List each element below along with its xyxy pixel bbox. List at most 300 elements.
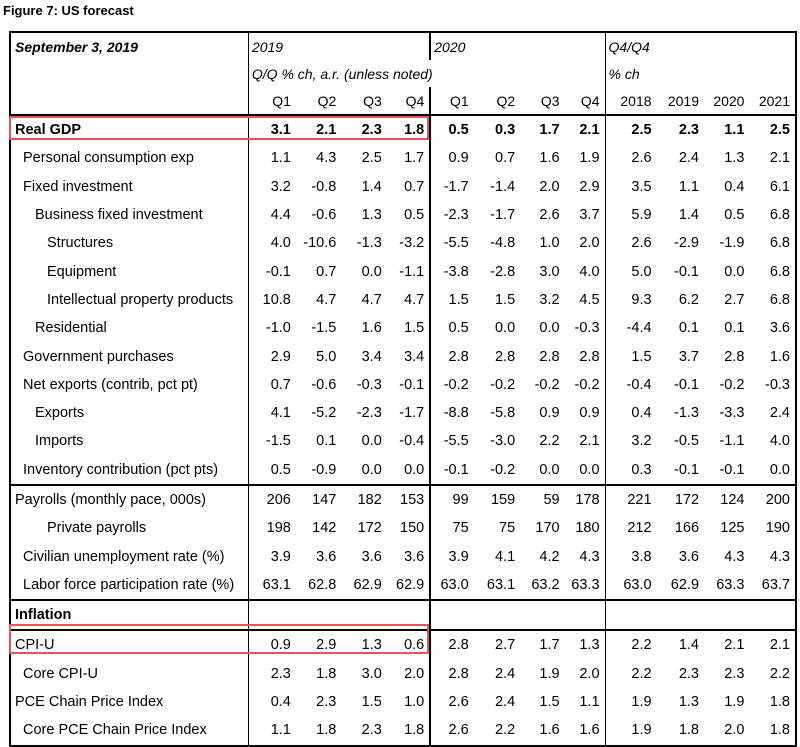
table-cell: -0.1 <box>719 461 745 478</box>
table-cell: 212 <box>605 514 657 542</box>
table-cell: 182 <box>341 485 386 514</box>
table-cell: 1.0 <box>539 235 560 252</box>
row-label: Government purchases <box>23 348 174 365</box>
column-header: Q4 <box>387 87 430 115</box>
table-cell: -0.5 <box>674 433 700 450</box>
table-cell: 2.1 <box>769 150 790 167</box>
table-cell: 2.1 <box>749 630 796 659</box>
table-cell: -1.3 <box>674 405 700 422</box>
real-gdp-highlight <box>9 116 429 140</box>
table-cell: 3.8 <box>605 542 657 570</box>
table-cell: 1.7 <box>520 630 564 659</box>
table-cell: 2.3 <box>316 694 337 711</box>
table-row <box>10 660 796 688</box>
table-cell: 1.4 <box>657 630 704 659</box>
table-row <box>10 542 796 570</box>
table-cell: 63.3 <box>716 576 745 593</box>
row-label: Payrolls (monthly pace, 000s) <box>10 485 248 514</box>
table-cell: 1.8 <box>316 665 337 682</box>
row-label: Net exports (contrib, pct pt) <box>23 376 198 393</box>
table-cell: 1.5 <box>494 291 516 308</box>
table-cell: 2.2 <box>539 433 560 450</box>
row-label: Private payrolls <box>47 520 147 537</box>
table-cell: 150 <box>400 520 425 537</box>
table-cell: -1.7 <box>490 207 516 224</box>
table-cell: 166 <box>674 520 700 537</box>
table-cell: 2.6 <box>539 207 560 224</box>
table-cell: 3.4 <box>404 348 425 365</box>
header-year-2019: 2019 <box>248 32 430 60</box>
table-cell: 3.6 <box>361 548 382 565</box>
table-cell: 2.0 <box>539 178 560 195</box>
table-cell: 63.7 <box>761 576 790 593</box>
column-header: Q1 <box>248 87 295 115</box>
row-label: Real GDP <box>15 122 82 139</box>
column-header: 2018 <box>605 87 657 115</box>
cpi-u-highlight <box>9 624 429 654</box>
column-header: Q4 <box>565 87 605 115</box>
table-cell: 1.1 <box>248 716 295 745</box>
table-cell: 63.1 <box>248 571 295 600</box>
table-cell: -0.3 <box>765 376 790 393</box>
table-cell: 147 <box>296 485 341 514</box>
header-row-columns <box>10 87 796 115</box>
row-label: Personal consumption exp <box>23 150 194 167</box>
row-label: CPI-U <box>10 630 248 659</box>
table-cell: 2.8 <box>494 348 516 365</box>
table-cell: 3.0 <box>539 263 560 280</box>
header-q4q4: Q4/Q4 <box>605 32 796 60</box>
table-cell: -1.9 <box>719 235 745 252</box>
table-cell: -1.1 <box>399 263 425 280</box>
table-row <box>10 571 796 600</box>
table-cell: 1.3 <box>361 207 382 224</box>
table-row <box>10 342 796 370</box>
table-cell: 4.7 <box>316 291 337 308</box>
table-row <box>10 229 796 257</box>
table-cell: 3.2 <box>248 173 295 201</box>
table-cell: 75 <box>499 520 516 537</box>
table-cell: 2.7 <box>724 291 745 308</box>
table-cell: -0.1 <box>674 461 700 478</box>
table-cell: 2.0 <box>724 722 745 739</box>
table-cell: 2.9 <box>296 630 341 659</box>
table-cell: 0.9 <box>430 144 473 172</box>
table-cell: -3.8 <box>430 257 473 285</box>
table-cell <box>565 600 605 630</box>
header-date: September 3, 2019 <box>15 38 138 55</box>
table-cell: -1.0 <box>248 314 295 342</box>
table-cell: 1.4 <box>678 207 700 224</box>
table-cell: 2.0 <box>579 235 600 252</box>
table-cell: 2.3 <box>724 665 745 682</box>
table-cell: 5.9 <box>605 201 657 229</box>
table-cell: 1.1 <box>248 144 295 172</box>
table-cell: 153 <box>387 485 430 514</box>
row-label: Exports <box>35 405 85 422</box>
table-cell: 0.4 <box>605 399 657 427</box>
table-cell: -0.3 <box>574 320 600 337</box>
table-cell: 1.5 <box>361 694 382 711</box>
table-cell: 1.8 <box>404 122 425 139</box>
table-cell: 0.1 <box>724 320 745 337</box>
table-cell: 170 <box>535 520 560 537</box>
table-cell: 4.0 <box>248 229 295 257</box>
table-cell: 0.9 <box>579 405 600 422</box>
table-cell: -0.9 <box>311 461 337 478</box>
table-cell: 4.3 <box>316 150 337 167</box>
table-cell: 0.3 <box>605 456 657 485</box>
table-cell: 3.9 <box>248 542 295 570</box>
table-cell: -8.8 <box>430 399 473 427</box>
table-cell: 2.5 <box>769 122 790 139</box>
table-cell: 0.0 <box>361 461 382 478</box>
table-cell: 1.3 <box>565 630 605 659</box>
table-cell: 3.6 <box>678 548 700 565</box>
table-cell: -3.2 <box>399 235 425 252</box>
table-cell: -5.2 <box>311 405 337 422</box>
table-cell: 1.5 <box>605 342 657 370</box>
table-row <box>10 286 796 314</box>
table-cell: 62.8 <box>308 576 337 593</box>
table-cell: 2.6 <box>605 229 657 257</box>
row-label: Structures <box>47 235 114 252</box>
table-cell: 2.4 <box>769 405 790 422</box>
table-row <box>10 371 796 399</box>
column-header: 2019 <box>657 87 704 115</box>
table-cell: 0.7 <box>494 150 516 167</box>
table-cell: 3.6 <box>316 548 337 565</box>
table-row <box>10 485 796 514</box>
table-cell: 1.1 <box>678 178 700 195</box>
header-row-units <box>10 60 796 87</box>
table-cell: -5.8 <box>490 405 516 422</box>
table-cell: -0.4 <box>605 371 657 399</box>
table-cell: -0.2 <box>534 376 560 393</box>
row-label: Fixed investment <box>23 178 133 195</box>
table-cell: -0.6 <box>311 376 337 393</box>
table-cell: 2.8 <box>430 342 473 370</box>
table-cell: 2.6 <box>430 716 473 745</box>
table-cell: 1.1 <box>724 122 745 139</box>
table-cell: 2.8 <box>579 348 600 365</box>
table-cell: -0.1 <box>674 376 700 393</box>
table-cell: 1.6 <box>539 722 560 739</box>
table-cell: -4.8 <box>490 235 516 252</box>
column-header: Q2 <box>296 87 341 115</box>
row-label: Residential <box>35 320 107 337</box>
table-cell: 2.7 <box>474 630 520 659</box>
table-row <box>10 427 796 455</box>
table-cell: -2.9 <box>674 235 700 252</box>
table-cell: 0.0 <box>539 320 560 337</box>
table-cell <box>520 600 564 630</box>
table-cell: 159 <box>474 485 520 514</box>
table-cell: -0.1 <box>399 376 425 393</box>
table-cell: -1.7 <box>430 173 473 201</box>
column-header: Q3 <box>341 87 386 115</box>
table-cell: 62.9 <box>670 576 700 593</box>
table-cell: 0.0 <box>361 263 382 280</box>
table-cell <box>430 600 473 630</box>
table-cell: -0.8 <box>311 178 337 195</box>
table-cell: 180 <box>575 520 600 537</box>
table-cell: 2.2 <box>494 722 516 739</box>
column-header: 2021 <box>749 87 796 115</box>
table-cell: 4.0 <box>579 263 600 280</box>
table-cell: 62.9 <box>353 576 382 593</box>
table-cell: -0.2 <box>430 371 473 399</box>
table-cell: 0.4 <box>248 688 295 716</box>
table-cell: -0.3 <box>356 376 382 393</box>
table-cell: 0.0 <box>579 461 600 478</box>
table-cell: 63.1 <box>486 576 516 593</box>
table-cell <box>704 600 749 630</box>
table-cell: -0.1 <box>674 263 700 280</box>
table-cell: -1.1 <box>719 433 745 450</box>
table-cell: 1.9 <box>539 665 560 682</box>
table-cell: 221 <box>605 485 657 514</box>
table-cell: 3.6 <box>769 320 790 337</box>
table-cell: 1.7 <box>539 122 560 139</box>
row-label: PCE Chain Price Index <box>15 694 164 711</box>
table-cell: 63.0 <box>430 571 473 600</box>
table-cell: 0.7 <box>404 178 425 195</box>
table-cell: 4.5 <box>579 291 600 308</box>
table-cell: 0.4 <box>724 178 745 195</box>
table-cell: 2.6 <box>430 688 473 716</box>
table-cell: 6.1 <box>769 178 790 195</box>
table-cell: 6.8 <box>769 291 790 308</box>
header-year-2020: 2020 <box>430 32 605 60</box>
table-cell: 1.3 <box>341 630 386 659</box>
table-cell: 2.1 <box>316 122 337 139</box>
table-cell: 1.7 <box>404 150 425 167</box>
header-unit-pct: % ch <box>605 60 796 87</box>
table-cell: -2.3 <box>356 405 382 422</box>
table-cell: 0.5 <box>430 314 473 342</box>
table-cell: 99 <box>430 485 473 514</box>
table-cell: 63.0 <box>605 571 657 600</box>
table-cell: 2.4 <box>494 665 516 682</box>
row-label: Intellectual property products <box>47 291 234 308</box>
table-cell: 2.3 <box>361 722 382 739</box>
table-cell: 0.5 <box>404 207 425 224</box>
table-cell: 1.6 <box>361 320 382 337</box>
table-cell: 1.9 <box>579 150 600 167</box>
table-cell: -10.6 <box>303 235 337 252</box>
table-cell: 1.8 <box>769 722 790 739</box>
row-label: Labor force participation rate (%) <box>23 576 235 593</box>
table-cell: 0.7 <box>248 371 295 399</box>
table-cell: 1.6 <box>539 150 560 167</box>
table-cell: 1.8 <box>678 722 700 739</box>
table-cell: 63.2 <box>531 576 560 593</box>
table-cell: 0.0 <box>361 433 382 450</box>
table-cell: 4.1 <box>248 399 295 427</box>
table-cell: 0.6 <box>387 630 430 659</box>
table-row <box>10 716 796 745</box>
table-cell: 2.5 <box>605 115 657 144</box>
table-row <box>10 173 796 201</box>
row-label: Civilian unemployment rate (%) <box>23 548 225 565</box>
table-cell: -3.0 <box>490 433 516 450</box>
table-row <box>10 201 796 229</box>
table-cell: 1.5 <box>539 694 560 711</box>
table-cell: 6.8 <box>769 263 790 280</box>
table-cell: 1.9 <box>605 688 657 716</box>
table-cell: 3.7 <box>678 348 700 365</box>
table-cell: -0.6 <box>311 207 337 224</box>
table-cell: 2.1 <box>579 433 600 450</box>
table-cell: 3.0 <box>361 665 382 682</box>
row-label: Equipment <box>47 263 117 280</box>
table-cell: 1.8 <box>316 722 337 739</box>
table-cell: 1.5 <box>430 286 473 314</box>
table-cell: 59 <box>520 485 564 514</box>
table-cell <box>605 600 657 630</box>
table-cell: 0.0 <box>769 461 790 478</box>
table-cell: 1.3 <box>724 150 745 167</box>
table-cell: -0.2 <box>490 461 516 478</box>
column-header: 2020 <box>704 87 749 115</box>
table-cell: 1.5 <box>404 320 425 337</box>
table-cell: 2.3 <box>361 122 382 139</box>
table-cell: 3.4 <box>361 348 382 365</box>
table-cell: 172 <box>357 520 382 537</box>
table-cell: -2.8 <box>490 263 516 280</box>
table-cell: 1.8 <box>769 694 790 711</box>
table-cell: -5.5 <box>430 229 473 257</box>
table-cell: 178 <box>565 485 605 514</box>
header-unit-qq: Q/Q % ch, a.r. (unless noted) <box>248 60 605 87</box>
table-cell: -1.7 <box>399 405 425 422</box>
table-cell: 0.1 <box>316 433 337 450</box>
table-cell: 2.8 <box>724 348 745 365</box>
table-cell <box>749 600 796 630</box>
header-row-years <box>10 32 796 60</box>
table-cell: 3.5 <box>605 173 657 201</box>
table-cell: 0.9 <box>539 405 560 422</box>
table-cell: 1.9 <box>724 694 745 711</box>
table-cell: 2.4 <box>678 150 700 167</box>
table-cell: 2.1 <box>704 630 749 659</box>
table-cell: 124 <box>704 485 749 514</box>
table-cell: 3.9 <box>430 542 473 570</box>
table-cell: 2.8 <box>539 348 560 365</box>
table-cell: 4.3 <box>769 548 790 565</box>
table-row <box>10 314 796 342</box>
table-cell: 2.2 <box>605 660 657 688</box>
table-cell: -0.2 <box>574 376 600 393</box>
table-cell: 4.7 <box>361 291 382 308</box>
table-cell: 63.3 <box>571 576 600 593</box>
table-cell: 198 <box>248 514 295 542</box>
table-cell: -0.1 <box>248 257 295 285</box>
table-cell: 1.9 <box>605 716 657 745</box>
table-cell: 5.0 <box>316 348 337 365</box>
table-cell: 5.0 <box>605 257 657 285</box>
row-label: Inventory contribution (pct pts) <box>23 461 219 478</box>
table-cell: 0.3 <box>494 122 516 139</box>
table-cell: 125 <box>720 520 745 537</box>
row-label: Core PCE Chain Price Index <box>23 722 207 739</box>
table-cell: -2.3 <box>430 201 473 229</box>
table-cell: 2.3 <box>678 122 700 139</box>
row-label: Inflation <box>10 600 248 630</box>
table-cell: 142 <box>312 520 337 537</box>
table-cell: 190 <box>765 520 790 537</box>
table-cell: 4.7 <box>404 291 425 308</box>
table-row <box>10 514 796 542</box>
table-cell: 3.7 <box>579 207 600 224</box>
table-cell: 6.8 <box>769 207 790 224</box>
table-cell: -1.3 <box>356 235 382 252</box>
table-cell: 0.0 <box>724 263 745 280</box>
table-cell: 6.8 <box>769 235 790 252</box>
table-cell: 2.9 <box>579 178 600 195</box>
table-cell: 2.2 <box>769 665 790 682</box>
table-cell: 2.3 <box>248 660 295 688</box>
table-cell: -0.1 <box>430 456 473 485</box>
table-cell: 3.2 <box>539 291 560 308</box>
table-cell: 1.6 <box>769 348 790 365</box>
table-cell: 1.3 <box>678 694 700 711</box>
table-cell: 2.0 <box>404 665 425 682</box>
column-header: Q1 <box>430 87 473 115</box>
table-cell: 0.5 <box>430 115 473 144</box>
table-cell: 6.2 <box>678 291 700 308</box>
table-cell: 4.2 <box>539 548 560 565</box>
table-cell: 3.2 <box>605 427 657 455</box>
table-cell: -1.5 <box>248 427 295 455</box>
table-cell: 4.4 <box>248 201 295 229</box>
table-row <box>10 688 796 716</box>
table-cell: 0.5 <box>248 456 295 485</box>
table-cell: -0.2 <box>490 376 516 393</box>
table-cell: -1.5 <box>311 320 337 337</box>
table-cell: -4.4 <box>605 314 657 342</box>
column-header: Q3 <box>520 87 564 115</box>
table-cell: 4.1 <box>494 548 516 565</box>
table-cell: 0.0 <box>404 461 425 478</box>
table-cell: 2.6 <box>605 144 657 172</box>
table-cell: -0.4 <box>399 433 425 450</box>
row-label: Imports <box>35 433 84 450</box>
table-cell: 2.8 <box>430 660 473 688</box>
table-cell: -5.5 <box>430 427 473 455</box>
table-cell: 4.3 <box>579 548 600 565</box>
table-cell: 0.5 <box>724 207 745 224</box>
figure-title: Figure 7: US forecast <box>3 3 134 18</box>
table-cell: 4.3 <box>724 548 745 565</box>
table-cell: 2.2 <box>605 630 657 659</box>
table-cell: 3.6 <box>404 548 425 565</box>
table-row <box>10 456 796 485</box>
table-cell: 2.8 <box>430 630 473 659</box>
table-cell: 2.4 <box>494 694 516 711</box>
table-cell: 0.0 <box>494 320 516 337</box>
table-cell: -0.2 <box>719 376 745 393</box>
table-cell: 2.5 <box>361 150 382 167</box>
table-cell: -1.4 <box>490 178 516 195</box>
table-cell: 10.8 <box>248 286 295 314</box>
table-cell: 0.1 <box>678 320 700 337</box>
table-cell: -3.3 <box>719 405 745 422</box>
table-cell: 2.9 <box>248 342 295 370</box>
table-cell: 200 <box>749 485 796 514</box>
row-label: Business fixed investment <box>35 207 203 224</box>
